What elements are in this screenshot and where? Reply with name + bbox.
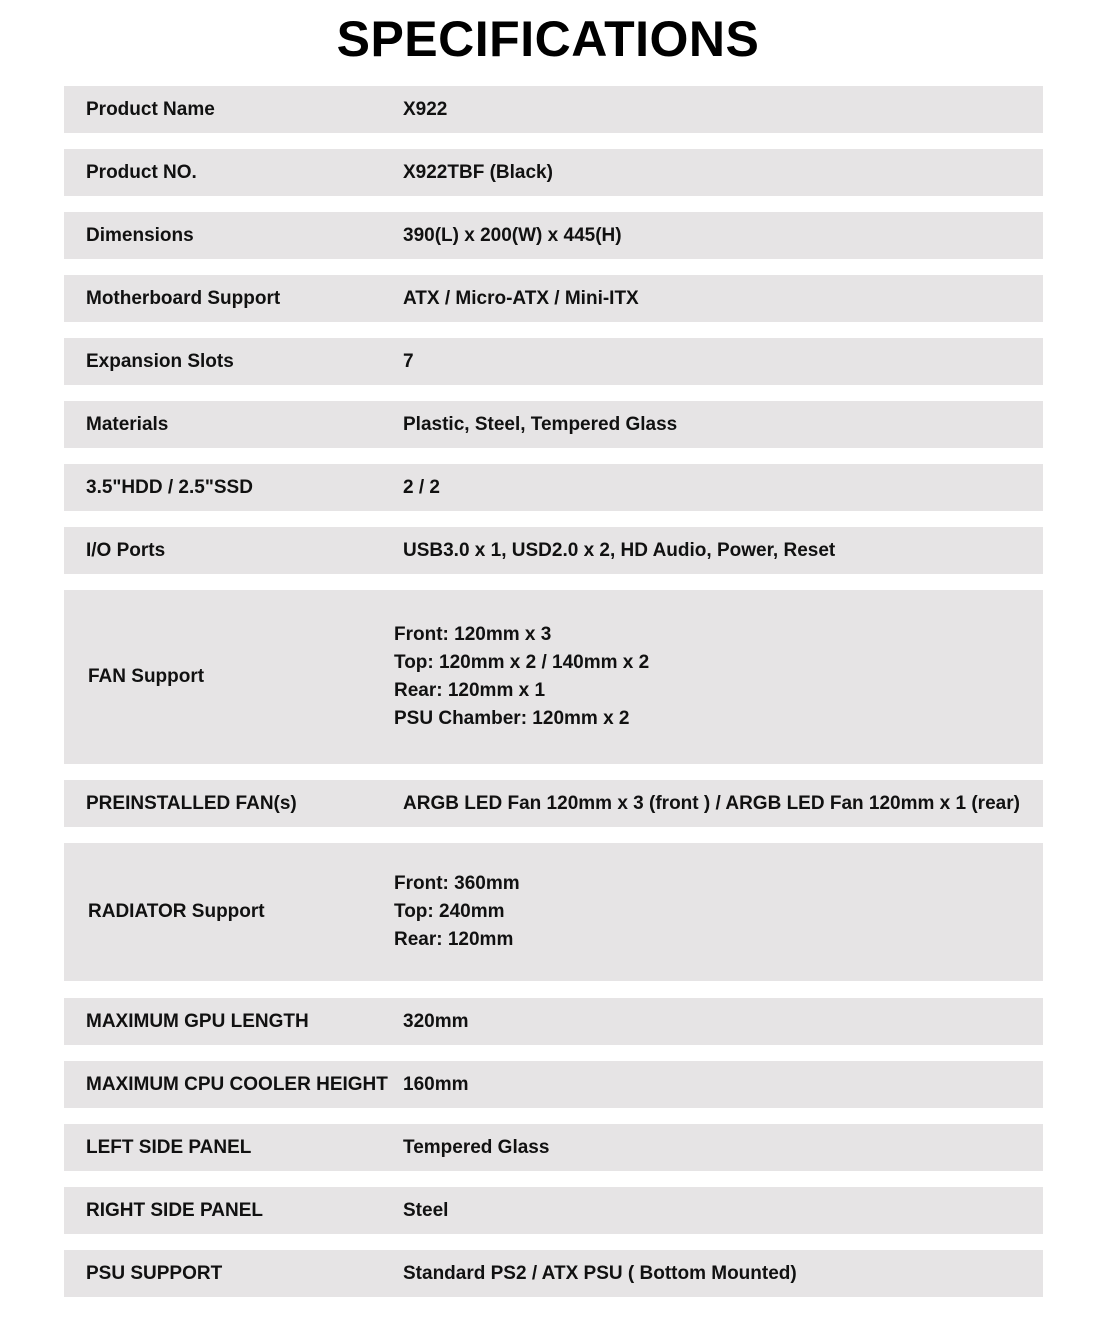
spec-label: MAXIMUM CPU COOLER HEIGHT	[86, 1073, 388, 1095]
spec-value: Steel	[403, 1199, 449, 1221]
spec-row-max-cpu-cooler-height	[64, 1061, 1043, 1108]
spec-value-line: Rear: 120mm	[394, 929, 514, 950]
spec-value: X922	[403, 98, 448, 120]
spec-row-right-side-panel	[64, 1187, 1043, 1234]
spec-label: RIGHT SIDE PANEL	[86, 1199, 263, 1221]
spec-row-fan-support	[64, 590, 1043, 764]
spec-label: Product Name	[86, 98, 215, 120]
spec-value-list	[394, 590, 649, 764]
spec-row-storage	[64, 464, 1043, 511]
spec-row-expansion-slots	[64, 338, 1043, 385]
spec-label: MAXIMUM GPU LENGTH	[86, 1010, 309, 1032]
spec-value: 160mm	[403, 1073, 469, 1095]
spec-value-line: Top: 240mm	[394, 901, 505, 922]
spec-value: Standard PS2 / ATX PSU ( Bottom Mounted)	[403, 1262, 797, 1284]
spec-label: PREINSTALLED FAN(s)	[86, 792, 297, 814]
spec-row-max-gpu-length	[64, 998, 1043, 1045]
spec-value-list	[394, 843, 520, 981]
spec-row-dimensions	[64, 212, 1043, 259]
spec-value: ARGB LED Fan 120mm x 3 (front ) / ARGB LED Fan 120mm x 1 (rear)	[403, 792, 1020, 814]
page-title: SPECIFICATIONS	[336, 11, 760, 67]
spec-label: LEFT SIDE PANEL	[86, 1136, 252, 1158]
spec-value: 390(L) x 200(W) x 445(H)	[403, 224, 622, 246]
spec-label: I/O Ports	[86, 539, 166, 561]
spec-label: FAN Support	[88, 666, 205, 687]
spec-row-radiator-support	[64, 843, 1043, 981]
spec-value: Tempered Glass	[403, 1136, 550, 1158]
spec-value-line: Rear: 120mm x 1	[394, 680, 546, 701]
spec-value: 7	[403, 350, 414, 372]
spec-label: 3.5"HDD / 2.5"SSD	[86, 476, 253, 498]
spec-label: PSU SUPPORT	[86, 1262, 223, 1284]
spec-value-line: PSU Chamber: 120mm x 2	[394, 708, 630, 729]
spec-label: Dimensions	[86, 224, 194, 246]
spec-row-preinstalled-fans	[64, 780, 1043, 827]
spec-value: X922TBF (Black)	[403, 161, 553, 183]
spec-row-product-no	[64, 149, 1043, 196]
spec-value-line: Front: 120mm x 3	[394, 624, 552, 645]
spec-label: Materials	[86, 413, 169, 435]
spec-value: 2 / 2	[403, 476, 440, 498]
spec-row-motherboard-support	[64, 275, 1043, 322]
spec-table	[64, 86, 1043, 1313]
spec-row-left-side-panel	[64, 1124, 1043, 1171]
spec-label: RADIATOR Support	[88, 901, 265, 922]
spec-label: Expansion Slots	[86, 350, 234, 372]
spec-row-materials	[64, 401, 1043, 448]
spec-label: Product NO.	[86, 161, 197, 183]
spec-value: 320mm	[403, 1010, 469, 1032]
spec-value: USB3.0 x 1, USD2.0 x 2, HD Audio, Power, Reset	[403, 539, 836, 561]
spec-value-line: Top: 120mm x 2 / 140mm x 2	[394, 652, 650, 673]
spec-value: Plastic, Steel, Tempered Glass	[403, 413, 678, 435]
spec-value-line: Front: 360mm	[394, 873, 520, 894]
spec-row-io-ports	[64, 527, 1043, 574]
spec-label: Motherboard Support	[86, 287, 281, 309]
spec-row-product-name	[64, 86, 1043, 133]
spec-row-psu-support	[64, 1250, 1043, 1297]
spec-value: ATX / Micro-ATX / Mini-ITX	[403, 287, 639, 309]
